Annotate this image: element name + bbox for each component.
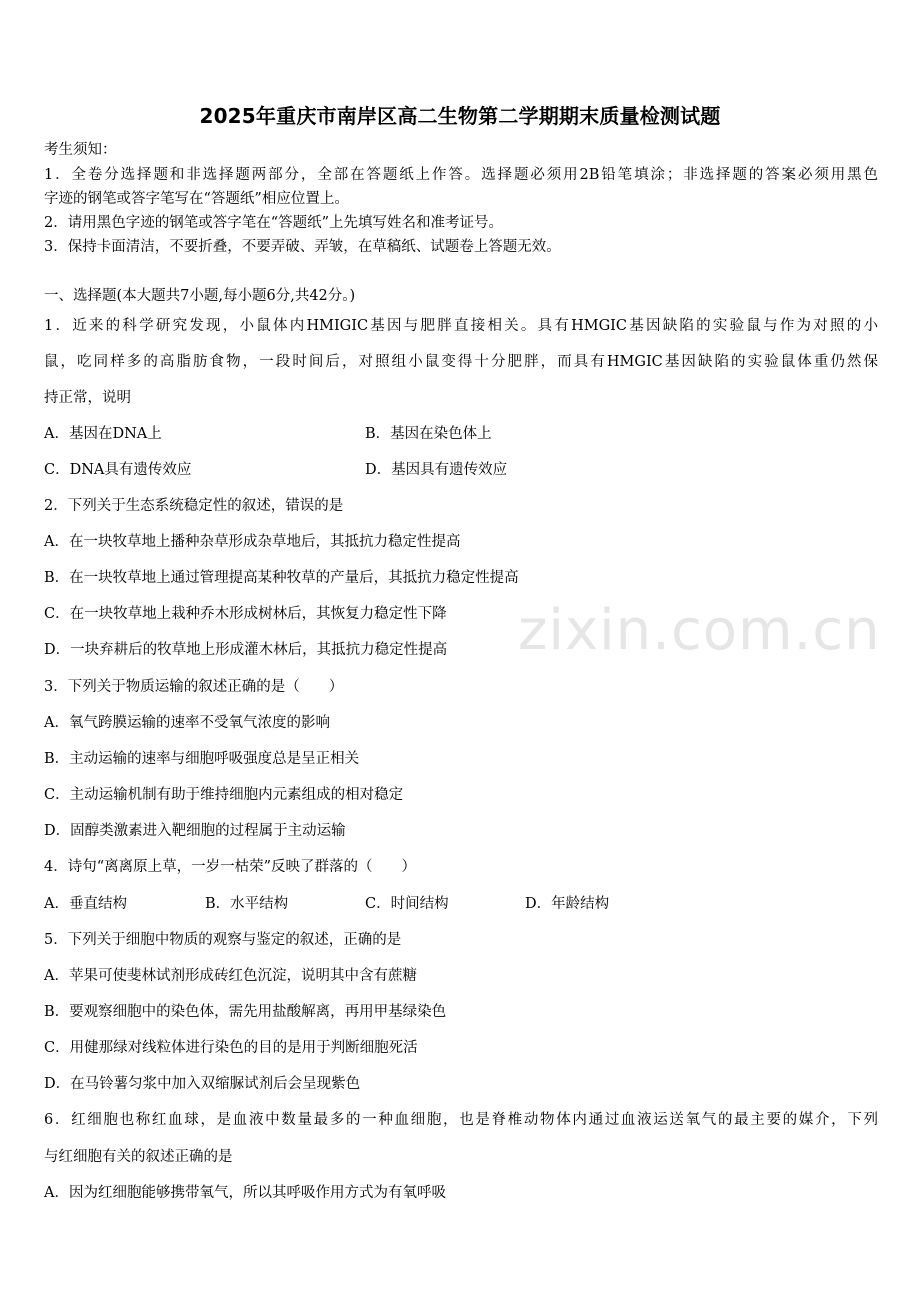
q5-option-d: D．在马铃薯匀浆中加入双缩脲试剂后会呈现紫色 (44, 1076, 361, 1092)
q3-option-b: B．主动运输的速率与细胞呼吸强度总是呈正相关 (44, 751, 360, 767)
q5-option-c: C．用健那绿对线粒体进行染色的目的是用于判断细胞死活 (44, 1040, 418, 1056)
q1-option-a: A．基因在DNA上 (44, 426, 162, 442)
q2-option-c: C．在一块牧草地上栽种乔木形成树林后，其恢复力稳定性下降 (44, 606, 447, 622)
q4-stem: 4．诗句“离离原上草，一岁一枯荣”反映了群落的（ ） (44, 859, 417, 875)
q5-option-a: A．苹果可使斐林试剂形成砖红色沉淀，说明其中含有蔗糖 (44, 968, 417, 984)
q2-option-b: B．在一块牧草地上通过管理提高某种牧草的产量后，其抵抗力稳定性提高 (44, 570, 519, 586)
q1-option-c: C．DNA具有遗传效应 (44, 462, 192, 478)
q1-option-b: B．基因在染色体上 (365, 426, 492, 442)
notice-heading: 考生须知： (44, 142, 117, 158)
q6-option-a: A．因为红细胞能够携带氧气，所以其呼吸作用方式为有氧呼吸 (44, 1185, 446, 1201)
q6-stem-line-1: 6．红细胞也称红血球，是血液中数量最多的一种血细胞，也是脊椎动物体内通过血液运送氧气的最主要的媒介，下列 (44, 1112, 878, 1128)
q6-stem-line-2: 与红细胞有关的叙述正确的是 (44, 1149, 233, 1165)
q1-stem-line-1: 1．近来的科学研究发现，小鼠体内HMIGIC基因与肥胖直接相关。具有HMGIC基因缺陷的实验鼠与作为对照的小 (44, 318, 878, 334)
watermark: zixin.com.cn (518, 598, 881, 663)
q2-option-a: A．在一块牧草地上播种杂草形成杂草地后，其抵抗力稳定性提高 (44, 534, 461, 550)
q5-stem: 5．下列关于细胞中物质的观察与鉴定的叙述，正确的是 (44, 932, 402, 948)
notice-item-1: 1．全卷分选择题和非选择题两部分，全部在答题纸上作答。选择题必须用2B铅笔填涂；非选择题的答案必须用黑色 (44, 167, 878, 183)
notice-item-1-cont: 字迹的钢笔或答字笔写在“答题纸”相应位置上。 (44, 191, 349, 207)
q3-stem: 3．下列关于物质运输的叙述正确的是（ ） (44, 679, 344, 695)
q4-option-c: C．时间结构 (365, 896, 449, 912)
q3-option-d: D．固醇类激素进入靶细胞的过程属于主动运输 (44, 823, 346, 839)
notice-item-3: 3．保持卡面清洁，不要折叠，不要弄破、弄皱，在草稿纸、试题卷上答题无效。 (44, 239, 561, 255)
q5-option-b: B．要观察细胞中的染色体，需先用盐酸解离，再用甲基绿染色 (44, 1004, 447, 1020)
q1-option-d: D．基因具有遗传效应 (365, 462, 508, 478)
q3-option-a: A．氧气跨膜运输的速率不受氧气浓度的影响 (44, 715, 330, 731)
page-title: 2025年重庆市南岸区高二生物第二学期期末质量检测试题 (199, 104, 721, 128)
q3-option-c: C．主动运输机制有助于维持细胞内元素组成的相对稳定 (44, 787, 404, 803)
q4-option-b: B．水平结构 (205, 896, 289, 912)
q4-option-a: A．垂直结构 (44, 896, 127, 912)
q2-option-d: D．一块弃耕后的牧草地上形成灌木林后，其抵抗力稳定性提高 (44, 642, 448, 658)
notice-item-2: 2．请用黑色字迹的钢笔或答字笔在“答题纸”上先填写姓名和准考证号。 (44, 215, 504, 231)
q2-stem: 2．下列关于生态系统稳定性的叙述，错误的是 (44, 498, 344, 514)
q1-stem-line-3: 持正常，说明 (44, 390, 131, 406)
q1-stem-line-2: 鼠，吃同样多的高脂肪食物，一段时间后，对照组小鼠变得十分肥胖，而具有HMGIC基因缺陷的实验鼠体重仍然保 (44, 354, 878, 370)
section-heading: 一、选择题(本大题共7小题,每小题6分,共42分。) (44, 288, 356, 304)
q4-option-d: D．年龄结构 (525, 896, 610, 912)
